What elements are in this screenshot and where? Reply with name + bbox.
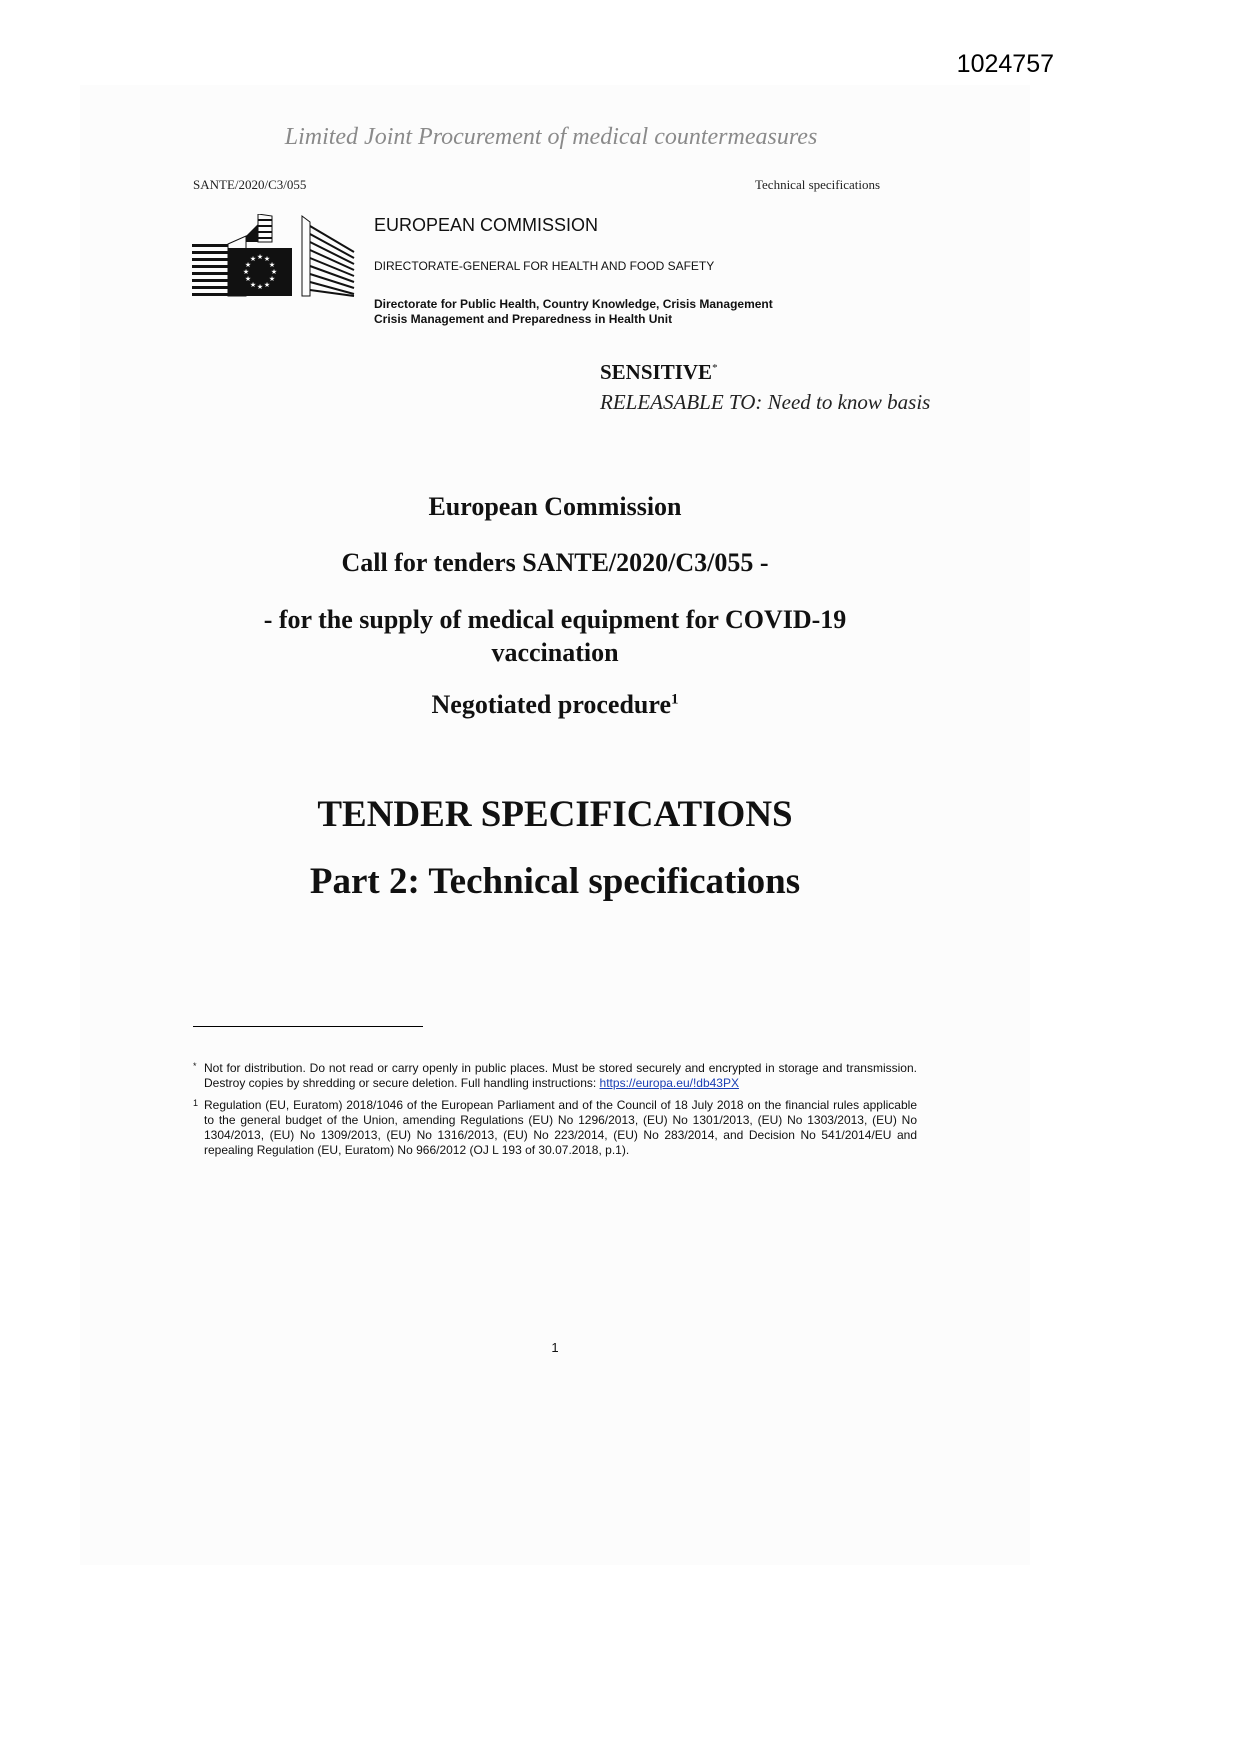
procedure-footnote-mark: 1 bbox=[671, 691, 679, 708]
svg-text:★: ★ bbox=[263, 255, 271, 263]
footnote-separator bbox=[193, 1026, 423, 1027]
issuer-heading: European Commission bbox=[428, 492, 682, 521]
directorate-name: Directorate for Public Health, Country Knowledge, Crisis Management bbox=[374, 297, 773, 311]
svg-text:★: ★ bbox=[256, 253, 264, 261]
document-type: Technical specifications bbox=[755, 177, 881, 192]
subject-line-1: - for the supply of medical equipment for COVID-19 bbox=[263, 605, 847, 634]
sub-title: Part 2: Technical specifications bbox=[309, 861, 801, 902]
svg-text:★: ★ bbox=[249, 255, 257, 263]
classification-footnote-mark: * bbox=[712, 362, 718, 374]
releasable-notice: RELEASABLE TO: Need to know basis bbox=[600, 390, 931, 414]
running-header-title: Limited Joint Procurement of medical countermeasures bbox=[284, 124, 818, 150]
institution-name: EUROPEAN COMMISSION bbox=[374, 215, 599, 235]
svg-text:★: ★ bbox=[268, 261, 276, 269]
directorate-general-name: DIRECTORATE-GENERAL FOR HEALTH AND FOOD SAFETY bbox=[374, 259, 715, 273]
subject-heading bbox=[0, 603, 1110, 669]
svg-text:★: ★ bbox=[263, 281, 271, 289]
document-id: 1024757 bbox=[956, 50, 1054, 78]
svg-text:★: ★ bbox=[270, 268, 278, 276]
subject-line-2: vaccination bbox=[491, 638, 619, 667]
procedure-heading bbox=[0, 690, 1110, 720]
svg-text:★: ★ bbox=[244, 275, 252, 283]
footnote-text: Regulation (EU, Euratom) 2018/1046 of the European Parliament and of the Council of 18 July 2018 on the financial rules applicable to the general budget of the Union, amending Regulations (EU) No 1296/2013, (EU) No 1301/2013, (EU) No 1303/2013, (EU) No 1304/2013, (EU) No 1309/2013, (EU) No 1316/2013, (EU) No 223/2014, (EU) No 283/2014, and Decision No 541/2014/EU and repealing Regulation (EU, Euratom) No 966/2012 (OJ L 193 of 30.07.2018, p.1). bbox=[204, 1098, 917, 1157]
svg-text:★: ★ bbox=[268, 275, 276, 283]
footnote-sensitive bbox=[193, 1061, 917, 1091]
footnote-body bbox=[193, 1061, 917, 1091]
svg-text:★: ★ bbox=[249, 281, 257, 289]
classification-level bbox=[600, 360, 718, 385]
call-for-tenders-heading: Call for tenders SANTE/2020/C3/055 - bbox=[341, 548, 769, 577]
directorate-block bbox=[374, 297, 773, 327]
unit-name: Crisis Management and Preparedness in Health Unit bbox=[374, 312, 673, 326]
svg-text:★: ★ bbox=[242, 268, 250, 276]
european-commission-logo-icon bbox=[192, 214, 356, 298]
svg-text:★: ★ bbox=[244, 261, 252, 269]
procedure-label: Negotiated procedure bbox=[431, 690, 671, 719]
svg-text:★: ★ bbox=[256, 283, 264, 291]
handling-instructions-link[interactable]: https://europa.eu/!db43PX bbox=[599, 1076, 739, 1090]
footnote-mark: 1 bbox=[193, 1098, 199, 1108]
main-title: TENDER SPECIFICATIONS bbox=[317, 794, 793, 835]
footnote-text: Not for distribution. Do not read or carry openly in public places. Must be stored securely and encrypted in storage and transmission. Destroy copies by shredding or secure deletion. Full handling instructions: bbox=[204, 1061, 917, 1090]
footnote-regulation bbox=[193, 1098, 917, 1158]
page-number: 1 bbox=[551, 1340, 559, 1355]
classification-label: SENSITIVE bbox=[600, 360, 713, 384]
footnote-mark: * bbox=[193, 1061, 197, 1071]
reference-number: SANTE/2020/C3/055 bbox=[193, 177, 307, 192]
